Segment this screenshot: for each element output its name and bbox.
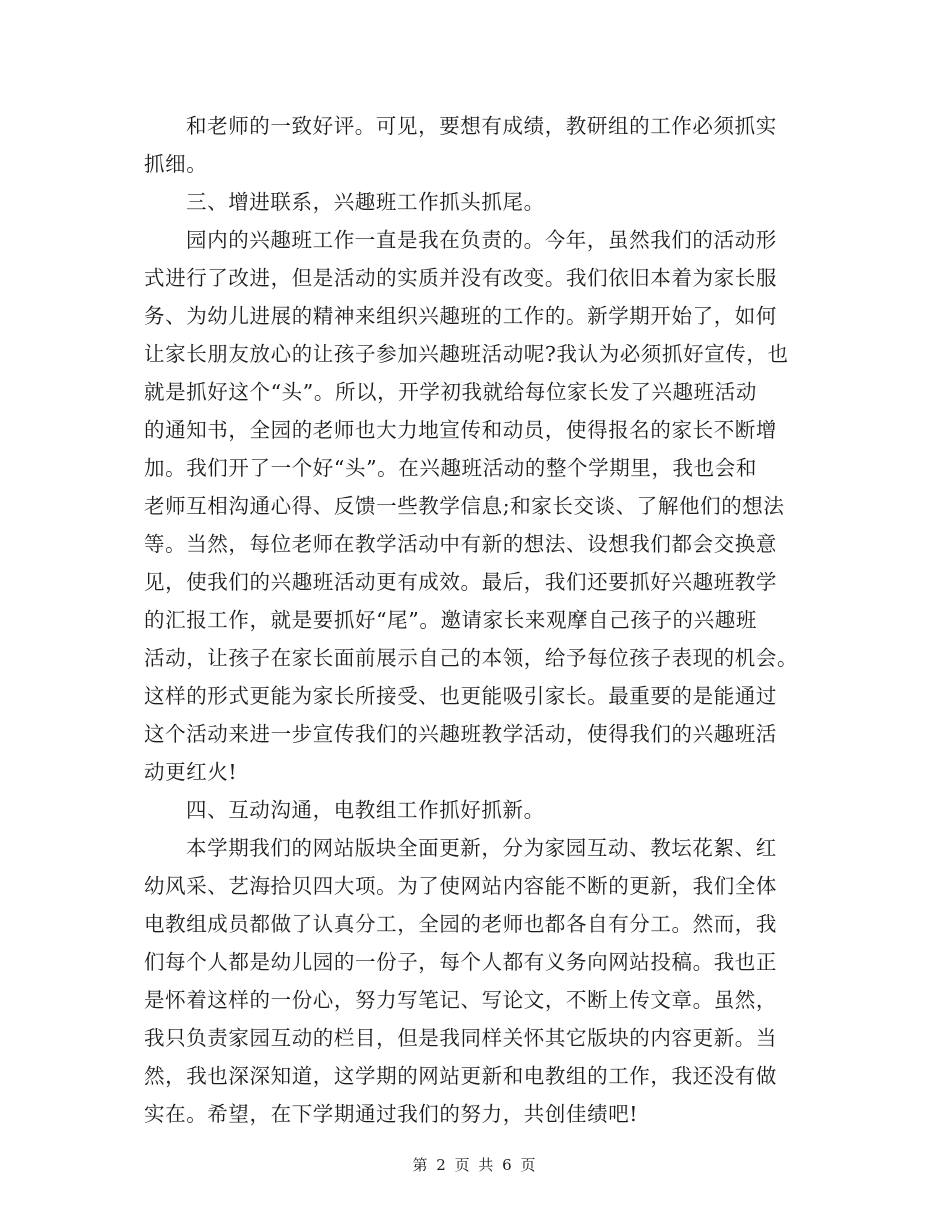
paragraph-line: 幼风采、艺海拾贝四大项。为了使网站内容能不断的更新，我们全体 xyxy=(144,874,777,898)
section-heading: 三、增进联系，兴趣班工作抓头抓尾。 xyxy=(186,190,545,214)
paragraph-line: 式进行了改进，但是活动的实质并没有改变。我们依旧本着为家长服 xyxy=(144,266,777,290)
paragraph-line: 园内的兴趣班工作一直是我在负责的。今年，虽然我们的活动形 xyxy=(186,228,777,252)
paragraph-line: 本学期我们的网站版块全面更新，分为家园互动、教坛花絮、红 xyxy=(186,836,777,860)
paragraph-line: 电教组成员都做了认真分工，全园的老师也都各自有分工。然而，我 xyxy=(144,912,777,936)
section-heading: 四、互动沟通，电教组工作抓好抓新。 xyxy=(186,798,545,822)
paragraph-line: 这个活动来进一步宣传我们的兴趣班教学活动，使得我们的兴趣班活 xyxy=(144,722,777,746)
paragraph-line: 这样的形式更能为家长所接受、也更能吸引家长。最重要的是能通过 xyxy=(144,684,777,708)
paragraph-line: 就是抓好这个“头”。所以，开学初我就给每位家长发了兴趣班活动 xyxy=(144,380,757,404)
paragraph-line: 动更红火! xyxy=(144,760,238,784)
paragraph-line: 然，我也深深知道，这学期的网站更新和电教组的工作，我还没有做 xyxy=(144,1064,777,1088)
page-number-footer: 第 2 页 共 6 页 xyxy=(412,1156,538,1174)
paragraph-line: 加。我们开了一个好“头”。在兴趣班活动的整个学期里，我也会和 xyxy=(144,456,757,480)
paragraph-line: 见，使我们的兴趣班活动更有成效。最后，我们还要抓好兴趣班教学 xyxy=(144,570,777,594)
paragraph-line: 让家长朋友放心的让孩子参加兴趣班活动呢?我认为必须抓好宣传，也 xyxy=(144,342,789,366)
paragraph-line: 等。当然，每位老师在教学活动中有新的想法、设想我们都会交换意 xyxy=(144,532,777,556)
paragraph-line: 我只负责家园互动的栏目，但是我同样关怀其它版块的内容更新。当 xyxy=(144,1026,777,1050)
paragraph-line: 的汇报工作，就是要抓好“尾”。邀请家长来观摩自己孩子的兴趣班 xyxy=(144,608,757,632)
paragraph-line: 是怀着这样的一份心，努力写笔记、写论文，不断上传文章。虽然， xyxy=(144,988,777,1012)
paragraph-line: 实在。希望，在下学期通过我们的努力，共创佳绩吧! xyxy=(144,1102,639,1126)
paragraph-line: 务、为幼儿进展的精神来组织兴趣班的工作的。新学期开始了，如何 xyxy=(144,304,777,328)
paragraph-line: 抓细。 xyxy=(144,152,208,176)
paragraph-line: 和老师的一致好评。可见，要想有成绩，教研组的工作必须抓实 xyxy=(186,114,777,138)
paragraph-line: 的通知书，全园的老师也大力地宣传和动员，使得报名的家长不断增 xyxy=(144,418,777,442)
paragraph-line: 老师互相沟通心得、反馈一些教学信息;和家长交谈、了解他们的想法 xyxy=(144,494,785,518)
paragraph-line: 们每个人都是幼儿园的一份子，每个人都有义务向网站投稿。我也正 xyxy=(144,950,777,974)
paragraph-line: 活动，让孩子在家长面前展示自己的本领，给予每位孩子表现的机会。 xyxy=(144,646,799,670)
